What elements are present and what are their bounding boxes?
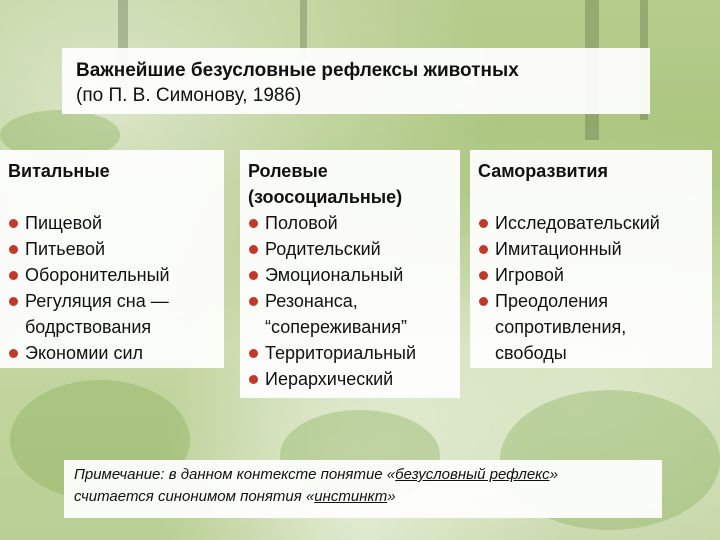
list-item: Оборонительный	[8, 262, 216, 288]
column-heading: Ролевые	[248, 161, 328, 181]
title-box	[62, 48, 650, 114]
column-heading: Витальные	[8, 161, 110, 181]
list-item: Половой	[248, 210, 452, 236]
note-line-1: Примечание: в данном контексте понятие «безусловный рефлекс»	[74, 466, 558, 483]
bullet-icon	[249, 349, 258, 358]
bullet-icon	[249, 297, 258, 306]
column-vital	[0, 150, 224, 368]
list-item-continuation: сопротивления,	[495, 317, 627, 337]
column-heading-sub: (зоосоциальные)	[248, 187, 403, 207]
note-line-2: считается синонимом понятия «инстинкт»	[74, 488, 396, 505]
list-item-continuation: бодрствования	[25, 317, 152, 337]
column-role	[240, 150, 460, 398]
note-term-instinct: инстинкт	[314, 488, 388, 505]
list-item-continuation: “сопереживания”	[265, 317, 407, 337]
list-item: Имитационный	[478, 236, 704, 262]
reflex-list	[248, 210, 452, 392]
list-item: Игровой	[478, 262, 704, 288]
bullet-icon	[9, 219, 18, 228]
reflex-list	[478, 210, 704, 366]
bullet-icon	[9, 349, 18, 358]
bullet-icon	[479, 219, 488, 228]
title-line-2: (по П. В. Симонову, 1986)	[76, 85, 302, 106]
title-line-1: Важнейшие безусловные рефлексы животных	[76, 60, 519, 81]
list-item: Питьевой	[8, 236, 216, 262]
reflex-list	[8, 210, 216, 366]
bullet-icon	[479, 245, 488, 254]
list-item: Резонанса, “сопереживания”	[248, 288, 452, 340]
column-heading: Саморазвития	[478, 161, 608, 181]
bullet-icon	[249, 271, 258, 280]
list-item: Территориальный	[248, 340, 452, 366]
list-item: Эмоциональный	[248, 262, 452, 288]
note-term-reflex: безусловный рефлекс	[395, 466, 550, 483]
list-item-continuation: свободы	[495, 343, 567, 363]
list-item: Экономии сил	[8, 340, 216, 366]
list-item: Иерархический	[248, 366, 452, 392]
bullet-icon	[9, 297, 18, 306]
note-box	[64, 460, 662, 518]
bullet-icon	[9, 271, 18, 280]
list-item: Родительский	[248, 236, 452, 262]
bullet-icon	[249, 219, 258, 228]
list-item: Исследовательский	[478, 210, 704, 236]
bullet-icon	[9, 245, 18, 254]
list-item: Регуляция сна — бодрствования	[8, 288, 216, 340]
bullet-icon	[249, 245, 258, 254]
bullet-icon	[479, 297, 488, 306]
list-item: Преодоления сопротивления, свободы	[478, 288, 704, 366]
bullet-icon	[479, 271, 488, 280]
bullet-icon	[249, 375, 258, 384]
column-self-development	[470, 150, 712, 368]
list-item: Пищевой	[8, 210, 216, 236]
